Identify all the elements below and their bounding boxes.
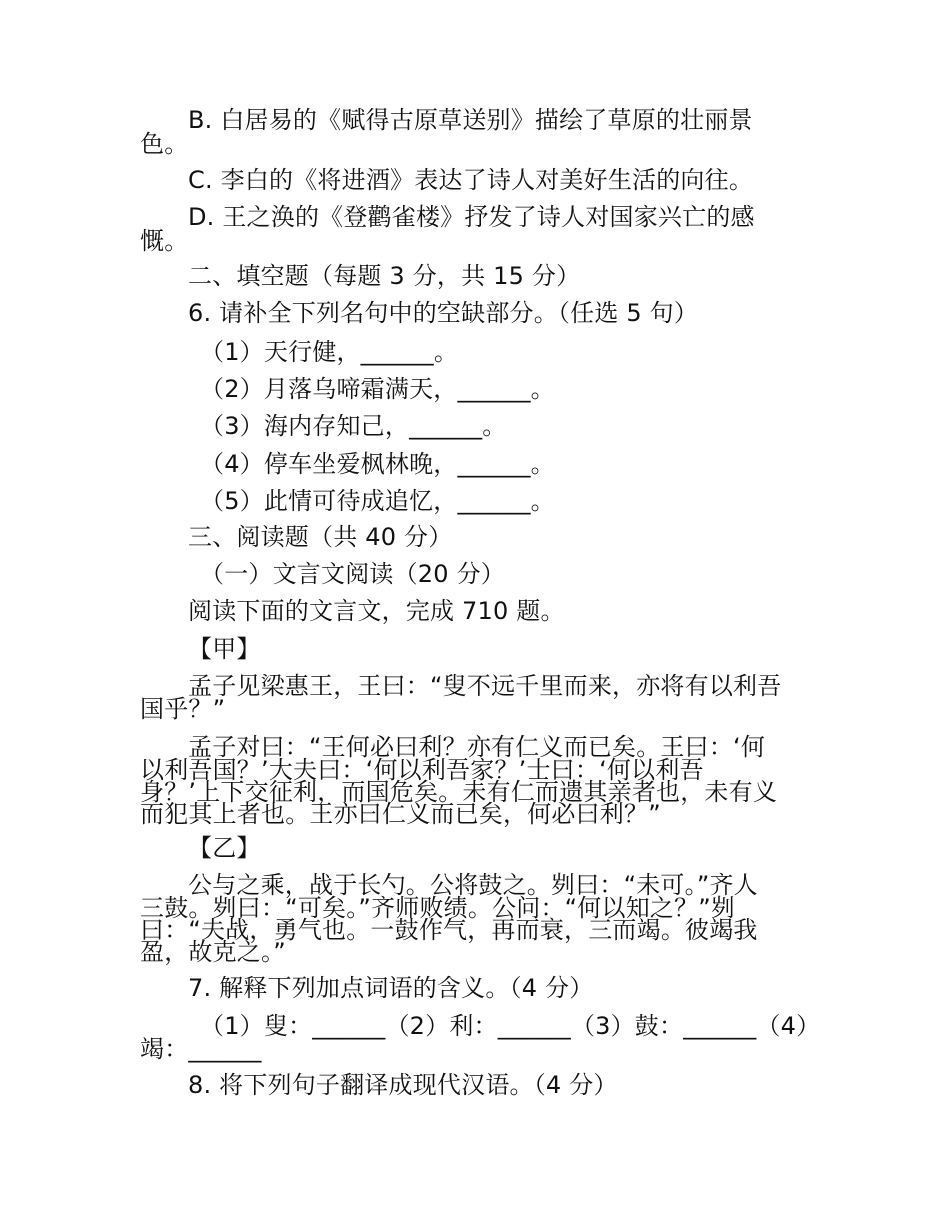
fill-item-3: （3）海内存知己，______。 — [200, 412, 507, 440]
reading-instruction: 阅读下面的文言文，完成 710 题。 — [188, 597, 565, 625]
option-b-line-2: 色。 — [140, 130, 189, 158]
passage-yi-line: 三鼓。刿曰：“可矣。”齐师败绩。公问：“何以知之？”刿 — [140, 894, 736, 922]
passage-jia-line: 而犯其上者也。王亦曰仁义而已矣，何必曰利？” — [140, 800, 661, 828]
question-7-items: （1）叟：______（2）利：______（3）鼓：______（4） — [200, 1012, 821, 1040]
passage-yi-line: 公与之乘，战于长勺。公将鼓之。刿曰：“未可。”齐人 — [188, 871, 758, 899]
fill-item-5: （5）此情可待成追忆，______。 — [200, 487, 555, 515]
fill-item-4: （4）停车坐爱枫林晚，______。 — [200, 450, 555, 478]
option-d-line-2: 慨。 — [140, 227, 189, 255]
option-b-line-1: B. 白居易的《赋得古原草送别》描绘了草原的壮丽景 — [188, 106, 753, 134]
passage-jia-line: 身？’上下交征利，而国危矣。未有仁而遗其亲者也，未有义 — [140, 778, 778, 806]
section-three-heading: 三、阅读题（共 40 分） — [188, 523, 453, 551]
passage-yi-line: 盈，故克之。” — [140, 938, 286, 966]
passage-jia-line: 孟子见梁惠王，王曰：“叟不远千里而来，亦将有以利吾 — [188, 672, 782, 700]
section-two-heading: 二、填空题（每题 3 分，共 15 分） — [188, 262, 581, 290]
passage-jia-line: 以利吾国？’大夫曰：‘何以利吾家？’士曰：‘何以利吾 — [140, 756, 704, 784]
question-8-prompt: 8. 将下列句子翻译成现代汉语。（4 分） — [188, 1071, 618, 1099]
question-7-prompt: 7. 解释下列加点词语的含义。（4 分） — [188, 974, 594, 1002]
subsection-classical-heading: （一）文言文阅读（20 分） — [200, 560, 505, 588]
option-c-line: C. 李白的《将进酒》表达了诗人对美好生活的向往。 — [188, 166, 754, 194]
question-6-prompt: 6. 请补全下列名句中的空缺部分。（任选 5 句） — [188, 299, 699, 327]
passage-yi-label: 【乙】 — [188, 834, 261, 862]
passage-jia-line: 国乎？” — [140, 695, 226, 723]
passage-yi-line: 曰：“夫战，勇气也。一鼓作气，再而衰，三而竭。彼竭我 — [140, 916, 758, 944]
fill-item-1: （1）天行健，______。 — [200, 338, 459, 366]
question-7-items-cont: 竭：______ — [140, 1035, 262, 1063]
option-d-line-1: D. 王之涣的《登鹳雀楼》抒发了诗人对国家兴亡的感 — [188, 203, 755, 231]
passage-jia-label: 【甲】 — [188, 635, 261, 663]
fill-item-2: （2）月落乌啼霜满天，______。 — [200, 375, 555, 403]
passage-jia-line: 孟子对曰：“王何必曰利？亦有仁义而已矣。王曰：‘何 — [188, 733, 766, 761]
